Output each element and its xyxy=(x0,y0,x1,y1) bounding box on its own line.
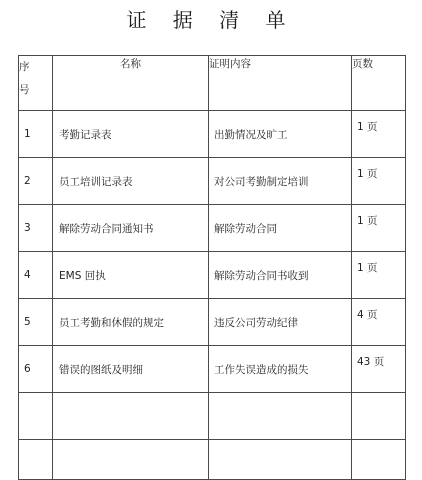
table-row xyxy=(19,299,406,346)
row-number: 6 xyxy=(19,346,53,393)
row-name: EMS 回执 xyxy=(53,252,209,299)
table-row xyxy=(19,205,406,252)
row-number: 2 xyxy=(19,158,53,205)
header-content: 证明内容 xyxy=(209,56,352,111)
row-number: 3 xyxy=(19,205,53,252)
table-row-empty xyxy=(19,440,406,480)
header-name: 名称 xyxy=(53,56,209,111)
row-number xyxy=(19,393,53,440)
row-pages: 4 页 xyxy=(352,299,406,346)
header-number-line1: 序 xyxy=(19,61,30,73)
table-row xyxy=(19,158,406,205)
table-row-empty xyxy=(19,393,406,440)
row-content: 解除劳动合同书收到 xyxy=(209,252,352,299)
row-name: 解除劳动合同通知书 xyxy=(53,205,209,252)
row-name: 考勤记录表 xyxy=(53,111,209,158)
row-pages: 1 页 xyxy=(352,111,406,158)
row-content xyxy=(209,393,352,440)
row-number: 1 xyxy=(19,111,53,158)
header-number xyxy=(19,56,53,111)
row-name: 员工培训记录表 xyxy=(53,158,209,205)
row-content: 工作失误造成的损失 xyxy=(209,346,352,393)
row-content: 对公司考勤制定培训 xyxy=(209,158,352,205)
table-header-row xyxy=(19,56,406,111)
row-number: 5 xyxy=(19,299,53,346)
row-name xyxy=(53,393,209,440)
row-content: 出勤情况及旷工 xyxy=(209,111,352,158)
row-content xyxy=(209,440,352,480)
row-pages: 1 页 xyxy=(352,158,406,205)
row-number: 4 xyxy=(19,252,53,299)
row-content: 解除劳动合同 xyxy=(209,205,352,252)
row-content: 违反公司劳动纪律 xyxy=(209,299,352,346)
document-title: 证 据 清 单 xyxy=(126,8,296,32)
row-name: 员工考勤和休假的规定 xyxy=(53,299,209,346)
evidence-table xyxy=(18,55,406,480)
table-row xyxy=(19,111,406,158)
row-pages xyxy=(352,440,406,480)
header-number-line2: 号 xyxy=(19,84,30,96)
row-number xyxy=(19,440,53,480)
header-pages: 页数 xyxy=(352,56,406,111)
row-pages: 1 页 xyxy=(352,205,406,252)
row-name xyxy=(53,440,209,480)
row-name: 错误的图纸及明细 xyxy=(53,346,209,393)
row-pages: 43 页 xyxy=(352,346,406,393)
table-row xyxy=(19,346,406,393)
row-pages xyxy=(352,393,406,440)
table-row xyxy=(19,252,406,299)
row-pages: 1 页 xyxy=(352,252,406,299)
